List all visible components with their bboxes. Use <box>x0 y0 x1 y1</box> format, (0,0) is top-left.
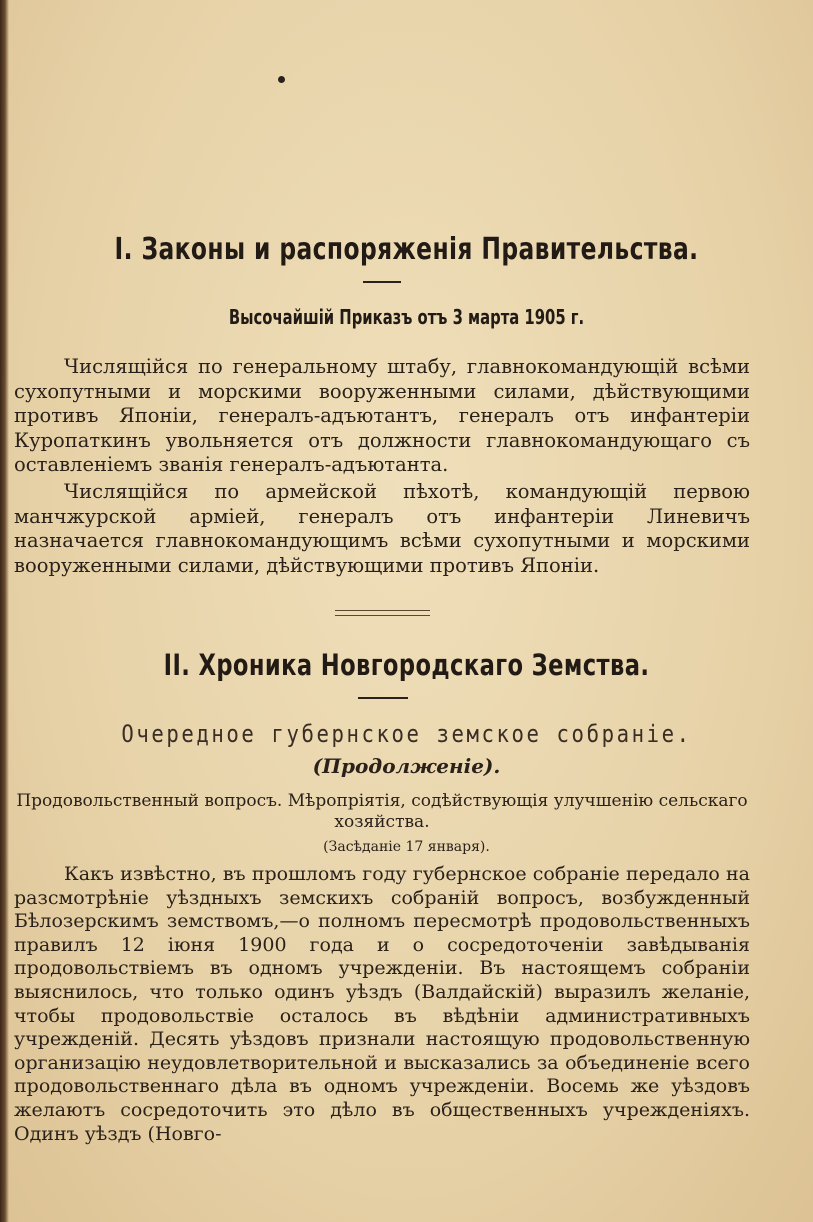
heading-underline-2 <box>358 697 408 699</box>
page-edge-shadow <box>0 0 9 1222</box>
paragraph-1-text: Числящійся по генеральному штабу, главнокомандующій всѣми сухопутными и морскими вооруженными силами, дѣйствующими противъ Японіи, генералъ-адъютантъ, генералъ отъ инфантеріи Куропаткинъ увольняется отъ должности главнокомандующаго съ оставленіемъ званія генералъ-адъютанта. <box>14 355 750 477</box>
order-title: Высочайшій Приказъ отъ 3 марта 1905 г. <box>228 305 585 329</box>
section-2-heading: II. Хроника Новгородскаго Земства. <box>163 648 650 682</box>
ink-speck <box>278 76 285 83</box>
heading-underline <box>363 281 401 283</box>
section-divider <box>335 610 430 616</box>
body-paragraph <box>14 863 750 1146</box>
assembly-subtitle: Очередное губернское земское собраніе. <box>121 720 692 748</box>
session-date: (Засѣданіе 17 января). <box>323 839 490 855</box>
paragraph-1 <box>14 355 750 478</box>
body-paragraph-text: Какъ извѣстно, въ прошломъ году губернское собраніе передало на разсмотрѣніе уѣздныхъ земскихъ собраній вопросъ, возбужденный Бѣлозерскимъ земствомъ,—о полномъ пересмотрѣ продовольственныхъ правилъ 12 іюня 1900 года и о сосредоточеніи завѣдыванія продовольствіемъ въ одномъ учрежденіи. Въ настоящемъ собраніи выяснилось, что только одинъ уѣздъ (Валдайскій) выразилъ желаніе, чтобы продовольствіе осталось въ вѣдѣніи административныхъ учрежденій. Десять уѣздовъ признали настоящую продовольственную организацію неудовлетворительной и высказались за объединеніе всего продовольственнаго дѣла въ одномъ учрежденіи. Восемь же уѣздовъ желаютъ сосредоточить это дѣло въ общественныхъ учрежденіяхъ. Одинъ уѣздъ (Новго- <box>14 863 750 1145</box>
section-1-heading: I. Законы и распоряженія Правительства. <box>114 232 699 267</box>
continuation-label: (Продолженіе). <box>312 754 501 778</box>
paragraph-2 <box>14 480 750 578</box>
topic-heading: Продовольственный вопросъ. Мѣропріятія, содѣйствующія улучшенію сельскаго хозяйства. <box>16 791 748 832</box>
paragraph-2-text: Числящійся по армейской пѣхотѣ, командующій первою манчжурской арміей, генералъ отъ инфантеріи Линевичъ назначается главнокомандующимъ всѣми сухопутными и морскими вооруженными силами, дѣйствующими противъ Японіи. <box>14 480 750 577</box>
